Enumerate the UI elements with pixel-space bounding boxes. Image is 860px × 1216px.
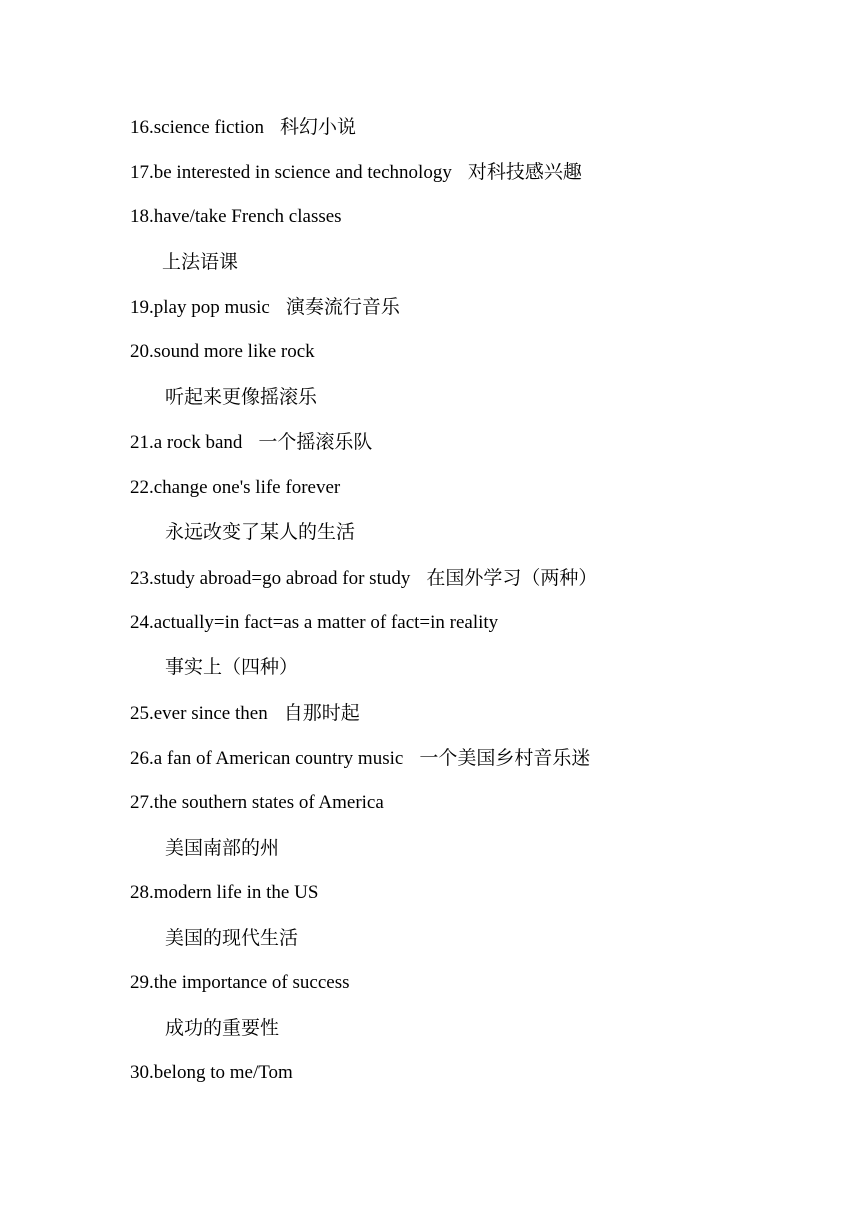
entry-30 <box>130 1061 293 1085</box>
entry-chinese: 事实上（四种） <box>165 656 299 678</box>
entry-english: 17.be interested in science and technology <box>130 162 452 183</box>
entry-english: 25.ever since then <box>130 703 268 724</box>
entry-25 <box>130 701 360 726</box>
entry-english: 21.a rock band <box>130 432 243 453</box>
entry-20 <box>130 340 315 364</box>
entry-chinese: 听起来更像摇滚乐 <box>165 386 318 408</box>
entry-english: 29.the importance of success <box>130 972 350 993</box>
entry-20-translation <box>165 385 317 410</box>
entry-chinese: 自那时起 <box>283 702 360 724</box>
entry-29-translation <box>165 1016 279 1041</box>
entry-26 <box>130 746 590 771</box>
entry-english: 16.science fiction <box>130 117 265 138</box>
entry-27 <box>130 791 384 815</box>
entry-27-translation <box>165 836 279 861</box>
entry-chinese: 在国外学习（两种） <box>426 567 598 589</box>
entry-english: 24.actually=in fact=as a matter of fact=in reality <box>130 612 499 633</box>
entry-16 <box>130 115 356 140</box>
entry-english: 22.change one's life forever <box>130 477 341 498</box>
entry-23 <box>130 566 597 591</box>
entry-chinese: 科幻小说 <box>280 116 357 138</box>
entry-chinese: 一个摇滚乐队 <box>258 431 373 453</box>
entry-chinese: 对科技感兴趣 <box>467 161 582 183</box>
entry-english: 26.a fan of American country music <box>130 748 404 769</box>
entry-english: 27.the southern states of America <box>130 792 384 813</box>
entry-chinese: 成功的重要性 <box>165 1017 280 1039</box>
entry-chinese: 上法语课 <box>162 251 239 273</box>
entry-english: 19.play pop music <box>130 297 270 318</box>
entry-chinese: 美国的现代生活 <box>165 927 299 949</box>
entry-18-translation <box>162 250 238 275</box>
entry-28-translation <box>165 926 298 951</box>
entry-29 <box>130 971 349 995</box>
entry-19 <box>130 295 400 320</box>
entry-chinese: 永远改变了某人的生活 <box>165 521 356 543</box>
entry-24-translation <box>165 655 298 680</box>
entry-22 <box>130 476 340 500</box>
entry-english: 28.modern life in the US <box>130 882 319 903</box>
entry-28 <box>130 881 318 905</box>
entry-21 <box>130 430 372 455</box>
entry-english: 20.sound more like rock <box>130 341 315 362</box>
entry-english: 23.study abroad=go abroad for study <box>130 568 411 589</box>
entry-chinese: 美国南部的州 <box>165 837 280 859</box>
entry-chinese: 演奏流行音乐 <box>285 296 400 318</box>
entry-22-translation <box>165 520 355 545</box>
entry-english: 18.have/take French classes <box>130 206 342 227</box>
entry-english: 30.belong to me/Tom <box>130 1062 293 1083</box>
entry-18 <box>130 205 342 229</box>
entry-chinese: 一个美国乡村音乐迷 <box>419 747 591 769</box>
entry-24 <box>130 611 498 635</box>
entry-17 <box>130 160 582 185</box>
